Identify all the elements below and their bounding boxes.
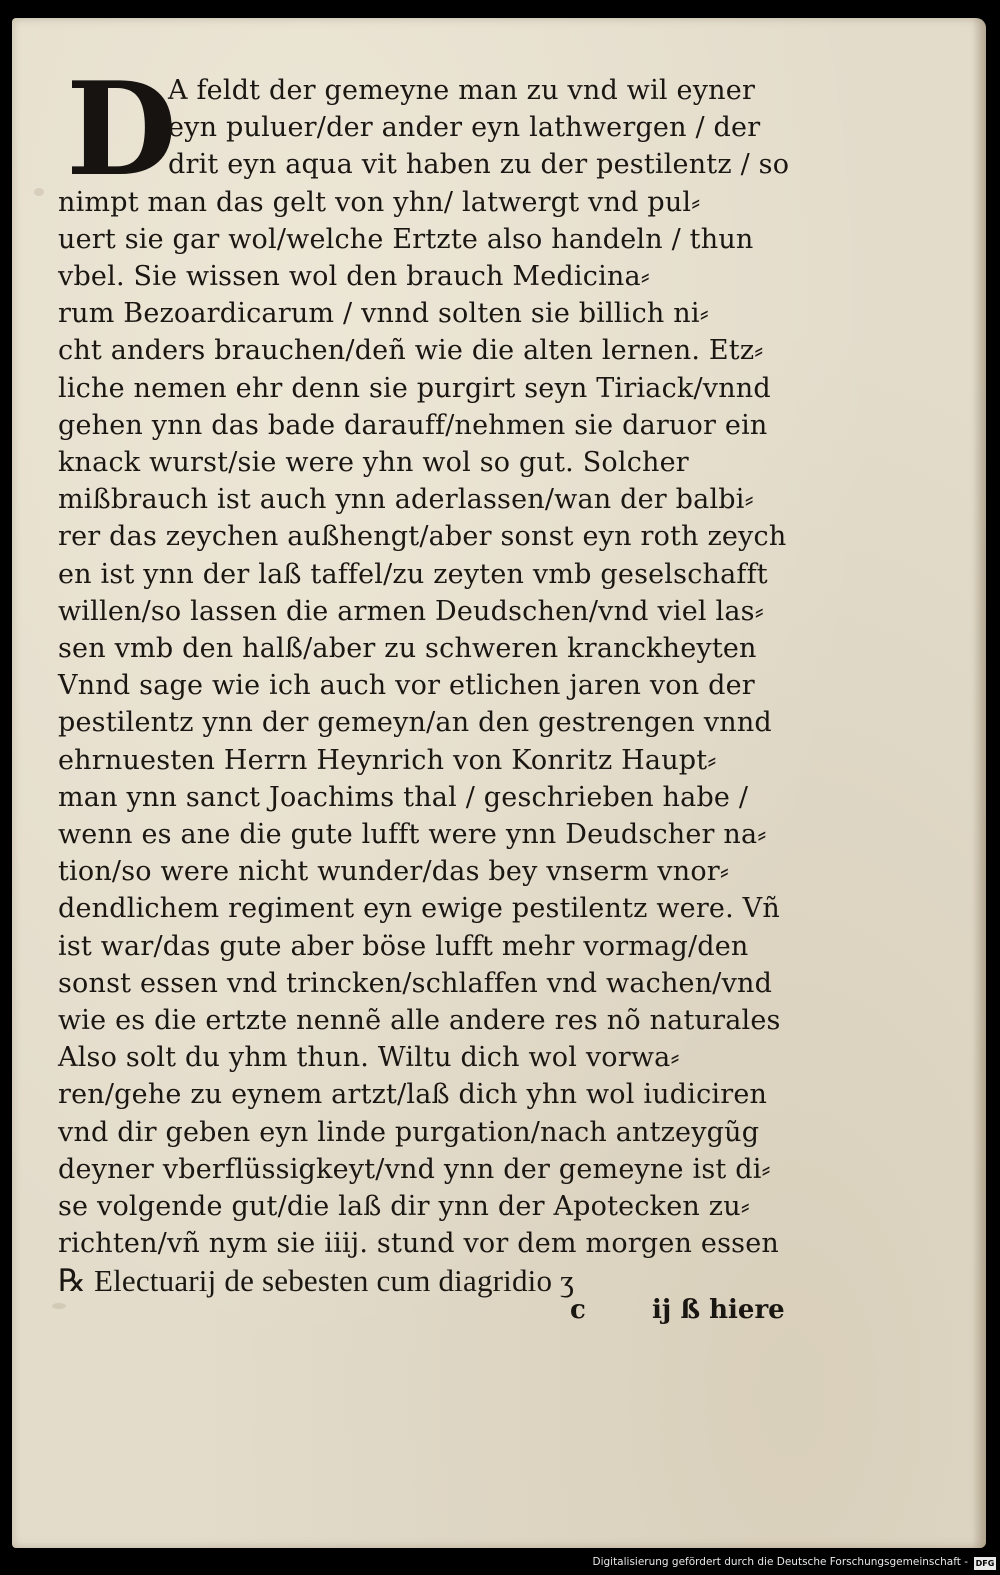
text-line: sen vmb den halß/aber zu schweren kranckheyten	[58, 633, 757, 664]
text-line: se volgende gut/die laß dir ynn der Apotecken zu⸗	[58, 1191, 750, 1222]
text-line: gehen ynn das bade darauff/nehmen sie daruor ein	[58, 409, 768, 441]
text-line: willen/so lassen die armen Deudschen/vnd viel las⸗	[58, 595, 764, 627]
text-line: A feldt der gemeyne man zu vnd wil eyner	[168, 75, 756, 106]
text-line: knack wurst/sie were yhn wol so gut. Solcher	[58, 447, 689, 478]
text-line: dendlichem regiment eyn ewige pestilentz were. Vñ	[58, 893, 780, 925]
text-line: mißbrauch ist auch ynn aderlassen/wan der balbi⸗	[58, 484, 754, 516]
text-line: en ist ynn der laß taffel/zu zeyten vmb geselschafft	[58, 558, 768, 590]
signature-mark: c	[570, 1295, 586, 1325]
text-line: rer das zeychen außhengt/aber sonst eyn roth zeych	[58, 521, 787, 553]
text-line: pestilentz ynn der gemeyn/an den gestrengen vnnd	[58, 707, 772, 739]
dfg-logo: DFG	[975, 1559, 995, 1568]
text-line: deyner vberflüssigkeyt/vnd ynn der gemeyne ist di⸗	[58, 1153, 771, 1185]
text-line: uert sie gar wol/welche Ertzte also handeln / thun	[58, 223, 754, 255]
text-line: nimpt man das gelt von yhn/ latwergt vnd pul⸗	[58, 186, 701, 218]
drop-cap-initial: D	[66, 55, 177, 205]
paper-stain	[34, 188, 44, 196]
text-line: richten/vñ nym sie iiij. stund vor dem morgen essen	[58, 1228, 779, 1260]
text-line: wenn es ane die gute lufft were ynn Deudscher na⸗	[58, 819, 767, 850]
text-line: drit eyn aqua vit haben zu der pestilentz / so	[168, 149, 790, 181]
catchword: ij ß hiere	[652, 1295, 785, 1325]
text-line: rum Bezoardicarum / vnnd solten sie billich ni⸗	[58, 298, 709, 330]
digitization-credit: Digitalisierung gefördert durch die Deutsche Forschungsgemeinschaft -	[592, 1556, 968, 1568]
text-line: cht anders brauchen/deñ wie die alten lernen. Etz⸗	[58, 335, 764, 367]
text-line: eyn puluer/der ander eyn lathwergen / der	[168, 112, 761, 144]
text-line: man ynn sanct Joachims thal / geschrieben habe /	[58, 781, 749, 813]
text-line: Also solt du yhm thun. Wiltu dich wol vorwa⸗	[58, 1042, 680, 1074]
page-edge-shadow	[972, 18, 986, 1548]
text-line: vbel. Sie wissen wol den brauch Medicina⸗	[58, 261, 650, 292]
text-line: vnd dir geben eyn linde purgation/nach antzeygũg	[58, 1116, 760, 1148]
text-line: sonst essen vnd trincken/schlaffen vnd wachen/vnd	[58, 967, 773, 999]
text-line: ehrnuesten Herrn Heynrich von Konritz Haupt⸗	[58, 744, 717, 776]
text-line: tion/so were nicht wunder/das bey vnserm vnor⸗	[58, 856, 730, 888]
paper-stain	[52, 1303, 66, 1309]
text-line: wie es die ertzte nennẽ alle andere res nõ naturales	[58, 1005, 781, 1036]
text-line: Vnnd sage wie ich auch vor etlichen jaren von der	[58, 670, 755, 702]
text-line: ist war/das gute aber böse lufft mehr vormag/den	[58, 930, 749, 962]
text-line: ren/gehe zu eynem artzt/laß dich yhn wol iudiciren	[58, 1079, 768, 1111]
text-line: liche nemen ehr denn sie purgirt seyn Tiriack/vnnd	[58, 372, 771, 404]
text-line: ℞ Electuarij de sebesten cum diagridio ʒ	[58, 1263, 575, 1299]
